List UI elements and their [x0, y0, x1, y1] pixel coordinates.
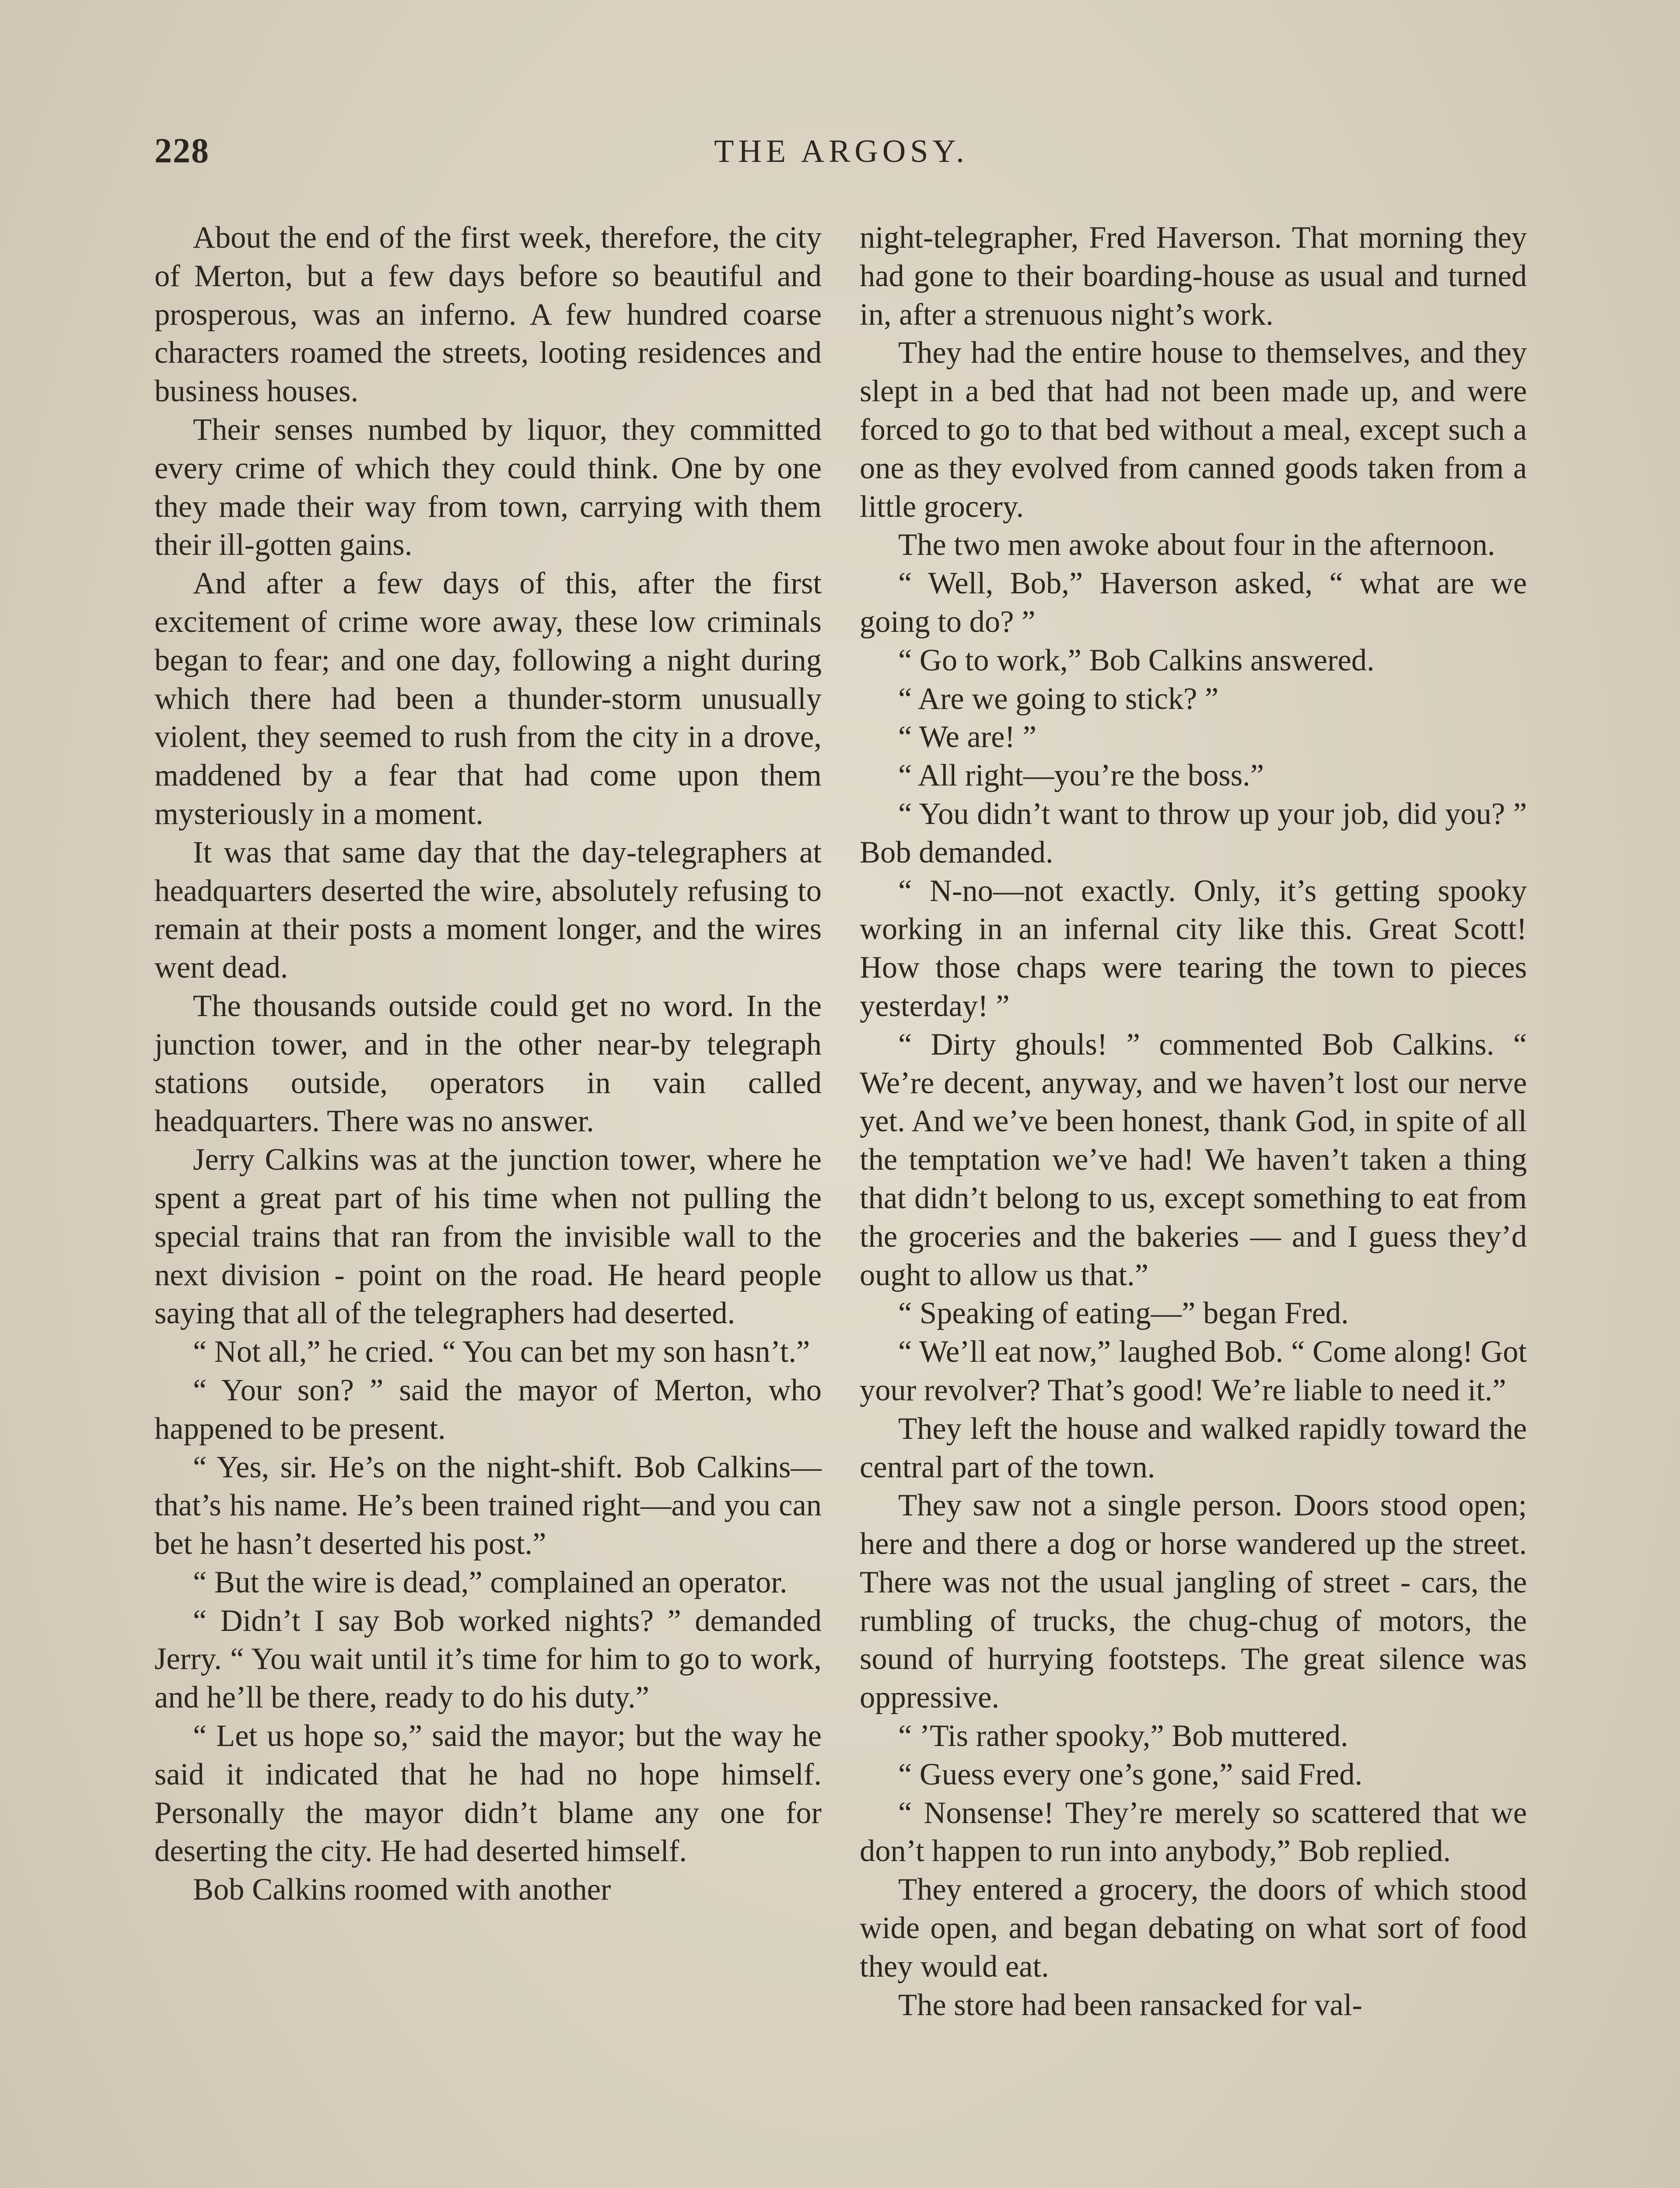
paragraph: “ N-no—not exactly. Only, it’s getting spooky working in an infernal city like this. Great Scott! How those chaps were tearing the town to pieces yesterday! ” — [860, 873, 1527, 1023]
running-head: THE ARGOSY. — [714, 133, 969, 169]
paragraph: “ We’ll eat now,” laughed Bob. “ Come along! Got your revolver? That’s good! We’re liable to need it.” — [860, 1335, 1527, 1407]
paragraph: The thousands outside could get no word. In the junction tower, and in the other near-by telegraph stations outside, operators in vain called headquarters. There was no answer. — [154, 989, 822, 1139]
paragraph: “ Dirty ghouls! ” commented Bob Calkins. “ We’re decent, anyway, and we haven’t lost our nerve yet. And we’ve been honest, thank God, in spite of all the temptation we’ve had! We haven’t taken a thing that didn’t belong to us, except something to eat from the groceries and the bakeries — and I guess they’d ought to allow us that.” — [860, 1027, 1527, 1292]
paragraph: “ Yes, sir. He’s on the night-shift. Bob Calkins—that’s his name. He’s been trained right—and you can bet he hasn’t deserted his post.” — [154, 1450, 822, 1561]
paragraph: “ Your son? ” said the mayor of Merton, who happened to be present. — [154, 1373, 822, 1446]
paragraph: The two men awoke about four in the afternoon. — [898, 528, 1495, 562]
page-header — [154, 131, 1528, 179]
paragraph: It was that same day that the day-telegraphers at headquarters deserted the wire, absolutely refusing to remain at their posts a moment longer, and the wires went dead. — [154, 835, 822, 985]
paragraph: Jerry Calkins was at the junction tower, where he spent a great part of his time when not pulling the special trains that ran from the invisible wall to the next division - point on the road. He heard people saying that all of the telegraphers had deserted. — [154, 1143, 822, 1331]
paragraph: They entered a grocery, the doors of which stood wide open, and began debating on what sort of food they would eat. — [860, 1872, 1527, 1984]
paragraph: “ Are we going to stick? ” — [898, 681, 1219, 716]
paragraph: “ Go to work,” Bob Calkins answered. — [898, 643, 1375, 677]
paragraph: They left the house and walked rapidly toward the central part of the town. — [860, 1411, 1527, 1484]
paragraph: “ Speaking of eating—” began Fred. — [898, 1296, 1349, 1331]
paragraph: “ Nonsense! They’re merely so scattered that we don’t happen to run into anybody,” Bob replied. — [860, 1795, 1527, 1869]
paragraph: About the end of the first week, therefore, the city of Merton, but a few days before so beautiful and prosperous, was an inferno. A few hundred coarse characters roamed the streets, looting residences and business houses. — [154, 221, 822, 409]
paragraph: Their senses numbed by liquor, they committed every crime of which they could think. One by one they made their way from town, carrying with them their ill-gotten gains. — [154, 412, 822, 562]
paragraph: “ Let us hope so,” said the mayor; but the way he said it indicated that he had no hope himself. Personally the mayor didn’t blame any one for deserting the city. He had deserted himself. — [154, 1719, 822, 1869]
right-column — [860, 219, 1527, 2024]
paragraph: “ But the wire is dead,” complained an operator. — [193, 1565, 788, 1599]
paragraph: The store had been ransacked for val- — [898, 1988, 1362, 2022]
paragraph: They saw not a single person. Doors stood open; here and there a dog or horse wandered up the street. There was not the usual jangling of street - cars, the rumbling of trucks, the chug-chug of motors, the sound of hurrying footsteps. The great silence was oppressive. — [860, 1488, 1527, 1715]
paragraph: Bob Calkins roomed with another — [193, 1872, 611, 1907]
paragraph: And after a few days of this, after the first excitement of crime wore away, these low criminals began to fear; and one day, following a night during which there had been a thunder-storm unusually violent, they seemed to rush from the city in a drove, maddened by a fear that had come upon them mysteriously in a moment. — [154, 566, 822, 831]
left-column — [154, 219, 822, 1909]
paragraph: “ ’Tis rather spooky,” Bob muttered. — [898, 1719, 1348, 1753]
paragraph-continuation: night-telegrapher, Fred Haverson. That morning they had gone to their boarding-house as usual and turned in, after a strenuous night’s work. — [860, 221, 1527, 332]
paragraph: They had the entire house to themselves, and they slept in a bed that had not been made up, and were forced to go to that bed without a meal, except such a one as they evolved from canned goods taken from a little grocery. — [860, 336, 1527, 524]
paragraph: “ Well, Bob,” Haverson asked, “ what are we going to do? ” — [860, 566, 1527, 639]
page-number: 228 — [154, 132, 210, 170]
paragraph: “ All right—you’re the boss.” — [898, 758, 1264, 793]
paragraph: “ Guess every one’s gone,” said Fred. — [898, 1757, 1363, 1792]
paragraph: “ You didn’t want to throw up your job, did you? ” Bob demanded. — [860, 796, 1527, 870]
paragraph: “ Didn’t I say Bob worked nights? ” demanded Jerry. “ You wait until it’s time for him to go to work, and he’ll be there, ready to do his duty.” — [154, 1603, 822, 1715]
paragraph: “ Not all,” he cried. “ You can bet my son hasn’t.” — [193, 1335, 810, 1369]
paragraph: “ We are! ” — [898, 720, 1036, 754]
